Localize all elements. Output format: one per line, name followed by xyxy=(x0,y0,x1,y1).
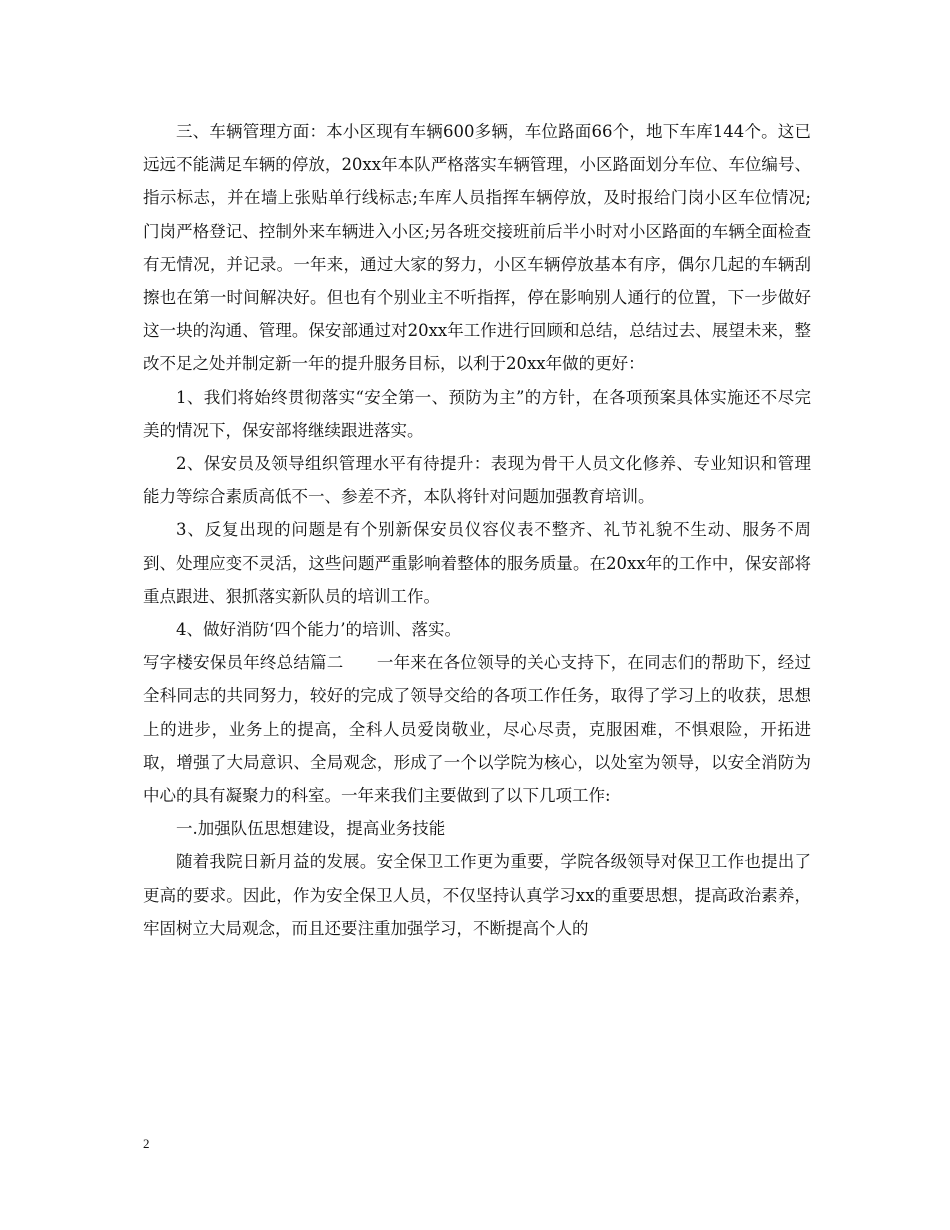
paragraph-security-work: 随着我院日新月益的发展。安全保卫工作更为重要，学院各级领导对保卫工作也提出了更高的要求。因此，作为安全保卫人员，不仅坚持认真学习xx的重要思想，提高政治素养，牢固树立大局观念，而且还要注重加强学习，不断提高个人的 xyxy=(143,852,811,938)
paragraph-part-two-intro: 写字楼安保员年终总结篇二 一年来在各位领导的关心支持下，在同志们的帮助下，经过全科同志的共同努力，较好的完成了领导交给的各项工作任务，取得了学习上的收获，思想上的进步，业务上的提高，全科人员爱岗敬业，尽心尽责，克服困难，不惧艰险，开拓进取，增强了大局意识、全局观念，形成了一个以学院为核心，以处室为领导，以安全消防为中心的具有凝聚力的科室。一年来我们主要做到了以下几项工作: xyxy=(143,653,811,806)
paragraph-item-4: 4、做好消防‘四个能力’的培训、落实。 xyxy=(176,620,461,640)
paragraph-item-3: 3、反复出现的问题是有个别新保安员仪容仪表不整齐、礼节礼貌不生动、服务不周到、处理应变不灵活，这些问题严重影响着整体的服务质量。在20xx年的工作中，保安部将重点跟进、狠抓落实新队员的培训工作。 xyxy=(143,520,811,606)
document-body xyxy=(143,115,811,945)
paragraph-item-2: 2、保安员及领导组织管理水平有待提升：表现为骨干人员文化修养、专业知识和管理能力等综合素质高低不一、参差不齐，本队将针对问题加强教育培训。 xyxy=(143,454,811,507)
page-number: 2 xyxy=(143,1136,150,1151)
section-heading-1: 一.加强队伍思想建设，提高业务技能 xyxy=(176,819,446,839)
paragraph-vehicle-management: 三、车辆管理方面：本小区现有车辆600多辆，车位路面66个，地下车库144个。这已远远不能满足车辆的停放，20xx年本队严格落实车辆管理，小区路面划分车位、车位编号、指示标志，并在墙上张贴单行线标志;车库人员指挥车辆停放，及时报给门岗小区车位情况;门岗严格登记、控制外来车辆进入小区;另各班交接班前后半小时对小区路面的车辆全面检查有无情况，并记录。一年来，通过大家的努力，小区车辆停放基本有序，偶尔几起的车辆刮擦也在第一时间解决好。但也有个别业主不听指挥，停在影响别人通行的位置，下一步做好这一块的沟通、管理。保安部通过对20xx年工作进行回顾和总结，总结过去、展望未来，整改不足之处并制定新一年的提升服务目标，以利于20xx年做的更好： xyxy=(143,122,811,374)
paragraph-item-1: 1、我们将始终贯彻落实“安全第一、预防为主”的方针，在各项预案具体实施还不尽完美的情况下，保安部将继续跟进落实。 xyxy=(143,387,811,440)
